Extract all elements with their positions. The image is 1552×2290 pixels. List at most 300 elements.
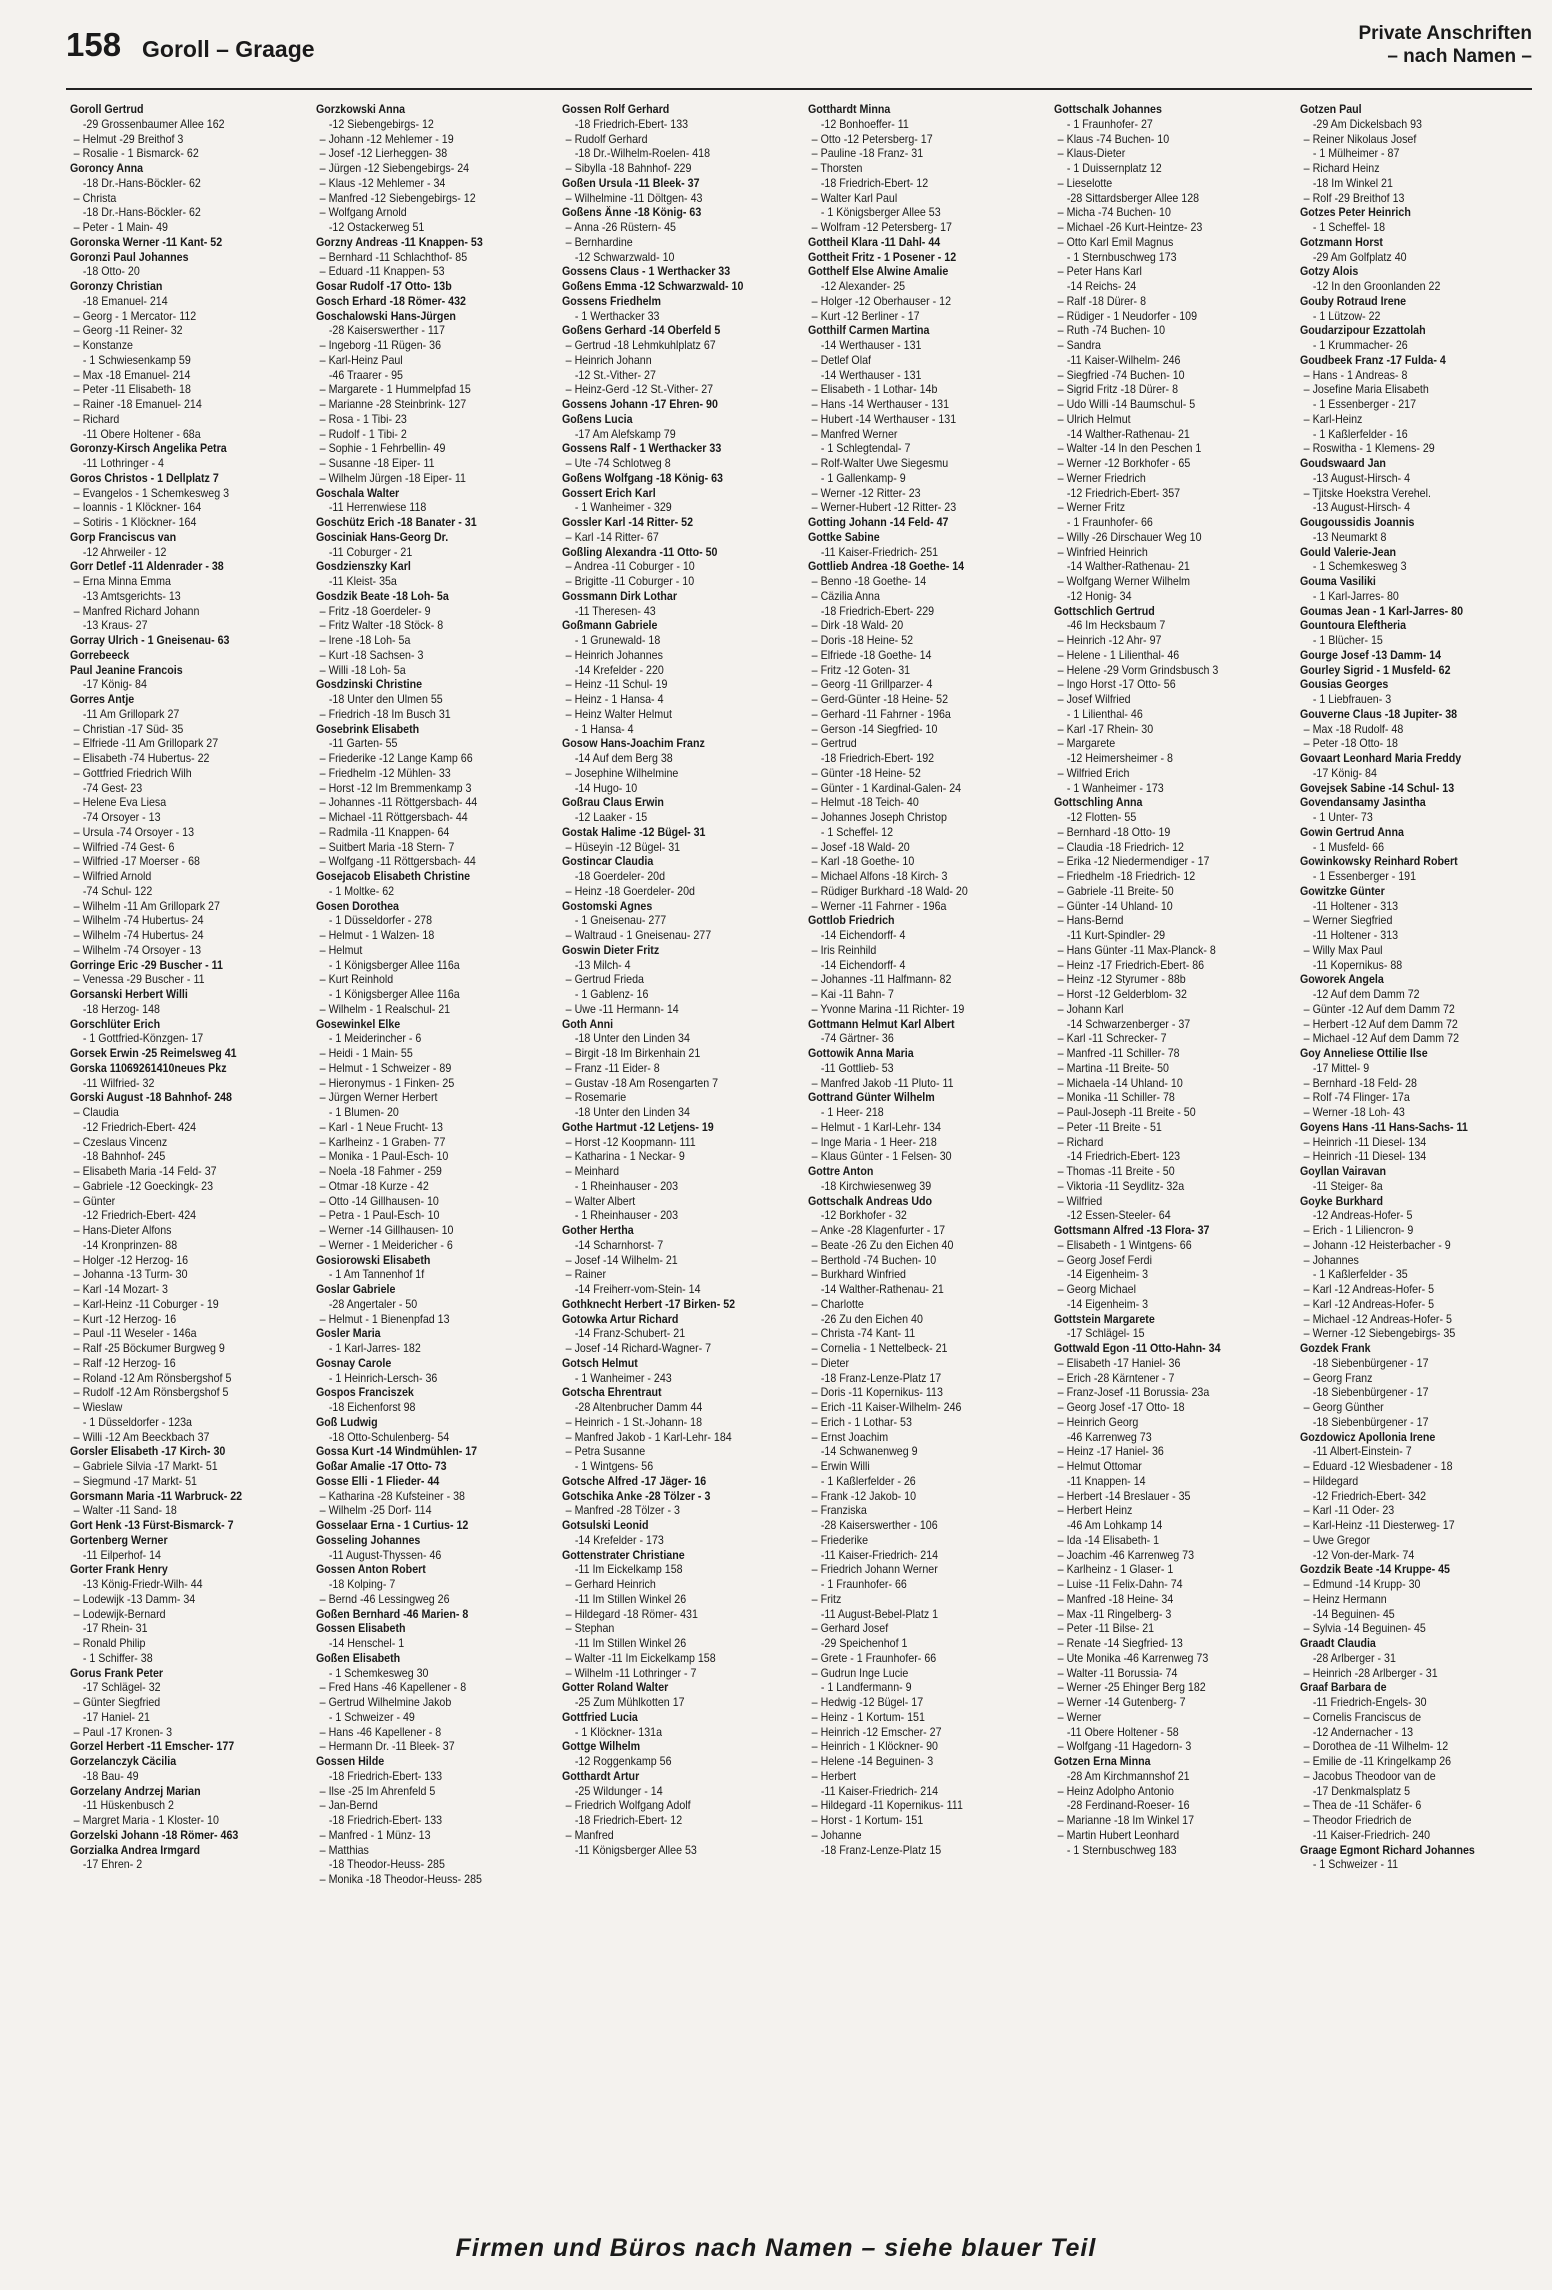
directory-entry: – Friedrich -18 Im Busch 31 — [319, 707, 451, 721]
directory-entry: Gorska 11069261410neues Pkz — [70, 1061, 227, 1075]
directory-entry: – Sibylla -18 Bahnhof- 229 — [565, 162, 692, 175]
directory-entry: - 1 Karl-Jarres- 80 — [1312, 589, 1399, 603]
directory-entry: – Elfriede -11 Am Grillopark 27 — [73, 737, 219, 751]
directory-entry: – Karl -12 Andreas-Hofer- 5 — [1303, 1297, 1435, 1311]
section-title-line2: – nach Namen – — [1387, 46, 1532, 67]
directory-entry: – Walter Karl Paul — [811, 191, 898, 205]
directory-entry: -18 Theodor-Heuss- 285 — [328, 1858, 445, 1872]
directory-entry: Gosch Erhard -18 Römer- 432 — [316, 294, 466, 308]
directory-entry: – Helmut Ottomar — [1057, 1460, 1142, 1473]
directory-entry: Gottke Sabine — [808, 530, 880, 544]
directory-entry: – Karl - 1 Neue Frucht- 13 — [319, 1120, 443, 1134]
directory-entry: -12 Auf dem Damm 72 — [1312, 988, 1420, 1001]
directory-entry: - 1 Scheffel- 18 — [1312, 221, 1386, 234]
directory-entry: – Detlef Olaf — [811, 353, 871, 367]
directory-entry: Gosnay Carole — [316, 1356, 392, 1370]
directory-entry: Gourley Sigrid - 1 Musfeld- 62 — [1300, 663, 1451, 677]
directory-entry: – Rüdiger - 1 Neudorfer - 109 — [1057, 309, 1198, 323]
directory-entry: Gorzialka Andrea Irmgard — [70, 1843, 201, 1857]
directory-entry: -74 Orsoyer - 13 — [82, 811, 161, 824]
directory-entry: - 1 Krummacher- 26 — [1312, 339, 1408, 352]
directory-entry: -17 Mittel- 9 — [1312, 1061, 1370, 1075]
directory-entry: – Fritz -12 Goten- 31 — [811, 663, 911, 677]
directory-entry: – Ute -74 Schlotweg 8 — [565, 457, 671, 470]
directory-entry: – Karl -12 Andreas-Hofer- 5 — [1303, 1283, 1435, 1296]
directory-entry: -46 Karrenweg 73 — [1066, 1430, 1152, 1444]
directory-entry: – Erna Minna Emma — [73, 575, 171, 588]
directory-entry: – Horst - 1 Kortum- 151 — [811, 1814, 924, 1827]
directory-entry: Gottwald Egon -11 Otto-Hahn- 34 — [1054, 1342, 1221, 1355]
directory-entry: – Klaus -12 Mehlemer - 34 — [319, 176, 446, 190]
directory-entry: – Helmut - 1 Bienenpfad 13 — [319, 1312, 450, 1326]
directory-list — [316, 103, 554, 1888]
directory-entry: Gossa Kurt -14 Windmühlen- 17 — [316, 1445, 478, 1459]
directory-entry: -28 Angertaler - 50 — [328, 1297, 418, 1311]
directory-entry: Goworek Angela — [1300, 973, 1384, 987]
directory-entry: -11 Im Stillen Winkel 26 — [574, 1592, 687, 1606]
directory-entry: – Udo Willi -14 Baumschul- 5 — [1057, 398, 1196, 411]
directory-entry: -18 Im Winkel 21 — [1312, 176, 1393, 190]
directory-entry: - 1 Königsberger Allee 116a — [328, 958, 460, 972]
directory-entry: -74 Gest- 23 — [82, 781, 143, 795]
directory-entry: -12 Alexander- 25 — [820, 280, 906, 293]
directory-entry: – Bernhard -18 Feld- 28 — [1303, 1076, 1417, 1090]
directory-entry: – Hans-Dieter Alfons — [73, 1224, 172, 1237]
directory-entry: Gosewinkel Elke — [316, 1017, 401, 1031]
page-header — [66, 22, 1532, 90]
directory-entry: Gowinkowsky Reinhard Robert — [1300, 855, 1458, 869]
directory-entry: - 1 Fraunhofer- 66 — [820, 1578, 907, 1591]
directory-entry: – Manfred Jakob -11 Pluto- 11 — [811, 1076, 954, 1090]
directory-entry: - 1 Grunewald- 18 — [574, 634, 661, 647]
directory-entry: – Jan-Bernd — [319, 1799, 378, 1813]
directory-entry: - 1 Gneisenau- 277 — [574, 914, 667, 928]
directory-entry: – Georg Michael — [1057, 1283, 1136, 1296]
directory-entry: – Ute Monika -46 Karrenweg 73 — [1057, 1651, 1209, 1665]
directory-entry: Gossler Karl -14 Ritter- 52 — [562, 516, 694, 529]
directory-entry: Gotzen Erna Minna — [1054, 1755, 1151, 1768]
directory-entry: – Werner -12 Ritter- 23 — [811, 486, 921, 500]
directory-entry: – Helmut -29 Breithof 3 — [73, 132, 184, 146]
directory-entry: – Gerhard Heinrich — [565, 1578, 656, 1591]
directory-entry: - 1 Essenberger - 217 — [1312, 398, 1417, 411]
directory-entry: – Gertrud Frieda — [565, 973, 644, 987]
directory-entry: Gottge Wilhelm — [562, 1740, 641, 1754]
directory-entry: – Karlheinz - 1 Graben- 77 — [319, 1135, 446, 1149]
directory-entry: -18 Friedrich-Ebert- 12 — [820, 176, 929, 190]
directory-entry: – Hildegard -18 Römer- 431 — [565, 1607, 698, 1621]
directory-entry: – Suitbert Maria -18 Stern- 7 — [319, 840, 455, 854]
directory-entry: - 1 Düsseldorfer - 123a — [82, 1415, 192, 1429]
directory-entry: - 1 Heinrich-Lersch- 36 — [328, 1371, 438, 1385]
directory-entry: – Johannes -11 Röttgersbach- 44 — [319, 796, 478, 810]
directory-entry: -18 Friedrich-Ebert- 133 — [574, 117, 689, 131]
directory-entry: – Josef Wilfried — [1057, 693, 1131, 706]
directory-entry: - 1 Mülheimer - 87 — [1312, 147, 1400, 161]
directory-entry: – Heinz - 1 Hansa- 4 — [565, 693, 664, 706]
directory-entry: – Rainer -18 Emanuel- 214 — [73, 398, 202, 411]
directory-entry: – Erich - 1 Lothar- 53 — [811, 1415, 912, 1429]
directory-entry: – Karl-Heinz — [1303, 412, 1363, 426]
directory-entry: Goß Ludwig — [316, 1415, 378, 1429]
directory-entry: -11 August-Bebel-Platz 1 — [820, 1607, 939, 1621]
directory-entry: -12 St.-Vither- 27 — [574, 368, 656, 382]
directory-entry: – Walter Albert — [565, 1194, 636, 1208]
directory-entry: – Emilie de -11 Kringelkamp 26 — [1303, 1755, 1452, 1768]
directory-entry: – Günter -12 Auf dem Damm 72 — [1303, 1002, 1455, 1016]
directory-entry: Goßens Lucia — [562, 412, 633, 426]
directory-entry: – Katharina -28 Kufsteiner - 38 — [319, 1489, 465, 1503]
directory-entry: -28 Arlberger - 31 — [1312, 1651, 1396, 1665]
directory-entry: Goumas Jean - 1 Karl-Jarres- 80 — [1300, 604, 1464, 618]
directory-entry: Goßar Amalie -17 Otto- 73 — [316, 1460, 447, 1473]
directory-entry: – Karlheinz - 1 Glaser- 1 — [1057, 1563, 1174, 1577]
directory-entry: – Heinrich -11 Diesel- 134 — [1303, 1135, 1427, 1149]
directory-entry: – Gertrud — [811, 737, 857, 751]
directory-entry: -13 Amtsgerichts- 13 — [82, 589, 181, 603]
directory-entry: Goyke Burkhard — [1300, 1194, 1383, 1208]
page-range-title: Goroll – Graage — [142, 36, 315, 62]
directory-entry: Gotzes Peter Heinrich — [1300, 206, 1411, 220]
directory-entry: Gozdzik Beate -14 Kruppe- 45 — [1300, 1563, 1450, 1577]
directory-entry: – Bernd -46 Lessingweg 26 — [319, 1592, 450, 1606]
directory-entry: – Heinz Adolpho Antonio — [1057, 1784, 1174, 1798]
directory-entry: Gosar Rudolf -17 Otto- 13b — [316, 280, 452, 293]
directory-entry: -12 Laaker - 15 — [574, 811, 648, 824]
directory-entry: -11 Kaiser-Friedrich- 214 — [820, 1784, 939, 1798]
directory-entry: – Herbert — [811, 1769, 857, 1783]
directory-entry: Gorzny Andreas -11 Knappen- 53 — [316, 235, 483, 249]
directory-entry: – Heinrich - 1 St.-Johann- 18 — [565, 1415, 703, 1429]
directory-entry: Goyens Hans -11 Hans-Sachs- 11 — [1300, 1120, 1468, 1134]
directory-entry: – Horst -12 Koopmann- 111 — [565, 1135, 696, 1149]
directory-entry: -11 Königsberger Allee 53 — [574, 1843, 697, 1857]
directory-entry: – Karl -17 Rhein- 30 — [1057, 722, 1154, 736]
directory-entry: Gossens Ralf - 1 Werthacker 33 — [562, 442, 722, 456]
directory-entry: -11 Kaiser-Friedrich- 240 — [1312, 1828, 1431, 1842]
directory-entry: – Roswitha - 1 Klemens- 29 — [1303, 442, 1435, 456]
directory-entry: – Johann -12 Heisterbacher - 9 — [1303, 1238, 1451, 1252]
directory-entry: - 1 Karl-Jarres- 182 — [328, 1342, 421, 1355]
directory-entry: -12 Ostackerweg 51 — [328, 221, 425, 234]
directory-entry: Gourge Josef -13 Damm- 14 — [1300, 648, 1442, 662]
directory-entry: – Horst -12 Im Bremmenkamp 3 — [319, 781, 472, 795]
directory-entry: -11 Am Grillopark 27 — [82, 707, 180, 721]
directory-entry: – Franz-Josef -11 Borussia- 23a — [1057, 1386, 1210, 1400]
directory-entry: Goudbeek Franz -17 Fulda- 4 — [1300, 353, 1446, 367]
directory-entry: – Heinrich -12 Ahr- 97 — [1057, 634, 1162, 647]
directory-entry: – Fritz Walter -18 Stöck- 8 — [319, 619, 444, 633]
directory-entry: Gossens Johann -17 Ehren- 90 — [562, 398, 718, 411]
directory-entry: Gotthardt Minna — [808, 103, 891, 116]
directory-entry: -12 Flotten- 55 — [1066, 811, 1137, 824]
directory-entry: Gotsch Helmut — [562, 1356, 638, 1370]
directory-entry: – Karl-Heinz -11 Diesterweg- 17 — [1303, 1519, 1455, 1532]
directory-entry: Gother Hertha — [562, 1224, 634, 1237]
directory-entry: - 1 Schlegtendal- 7 — [820, 442, 911, 456]
directory-entry: - 1 Scheffel- 12 — [820, 825, 894, 839]
directory-entry: - 1 Fraunhofer- 27 — [1066, 117, 1153, 131]
directory-entry: – Heidi - 1 Main- 55 — [319, 1047, 413, 1060]
directory-entry: - 1 Musfeld- 66 — [1312, 840, 1385, 854]
directory-entry: - 1 Gablenz- 16 — [574, 988, 649, 1001]
directory-entry: Gorsmann Maria -11 Warbruck- 22 — [70, 1489, 243, 1503]
directory-entry: - 1 Schwiesenkamp 59 — [82, 353, 191, 367]
directory-entry: - 1 Wanheimer - 329 — [574, 501, 672, 515]
directory-entry: Gosow Hans-Joachim Franz — [562, 737, 705, 751]
section-title-line1: Private Anschriften — [1358, 23, 1532, 44]
directory-entry: – Friederike — [811, 1533, 869, 1547]
directory-entry: -14 Kronprinzen- 88 — [82, 1238, 178, 1252]
directory-entry: – Wilhelmine -11 Döltgen- 43 — [565, 191, 703, 205]
directory-entry: Gorski August -18 Bahnhof- 248 — [70, 1091, 233, 1105]
directory-entry: – Helene - 1 Lilienthal- 46 — [1057, 648, 1180, 662]
directory-entry: – Johannes — [1303, 1253, 1359, 1267]
directory-entry: – Anna -26 Rüstern- 45 — [565, 221, 676, 234]
directory-entry: – Dieter — [811, 1356, 850, 1370]
directory-entry: -18 Franz-Lenze-Platz 15 — [820, 1843, 942, 1857]
directory-entry: – Heinz -17 Haniel- 36 — [1057, 1445, 1164, 1459]
directory-entry: Gortenberg Werner — [70, 1533, 168, 1547]
directory-entry: Goronzi Paul Johannes — [70, 250, 189, 264]
directory-entry: -28 Kaiserswerther - 117 — [328, 324, 445, 338]
directory-entry: – Wieslaw — [73, 1401, 123, 1414]
directory-entry: – Georg -11 Reiner- 32 — [73, 324, 183, 338]
directory-entry: -14 Krefelder - 173 — [574, 1533, 664, 1547]
directory-entry: -11 Lothringer - 4 — [82, 457, 164, 470]
directory-entry: – Doris -18 Heine- 52 — [811, 634, 914, 647]
directory-entry: Gosebrink Elisabeth — [316, 722, 420, 736]
directory-entry: – Holger -12 Herzog- 16 — [73, 1253, 189, 1267]
directory-entry: Gottfried Lucia — [562, 1710, 638, 1724]
directory-entry: -18 Unter den Ulmen 55 — [328, 693, 443, 706]
directory-entry: - 1 Essenberger - 191 — [1312, 870, 1417, 883]
directory-entry: Goßen Elisabeth — [316, 1651, 401, 1665]
directory-entry: -18 Otto-Schulenberg- 54 — [328, 1430, 450, 1444]
directory-entry: - 1 Kaßlerfelder - 26 — [820, 1474, 916, 1488]
directory-entry: -17 Schlägel- 15 — [1066, 1327, 1145, 1341]
directory-entry: – Lieselotte — [1057, 176, 1113, 190]
directory-entry: – Renate -14 Siegfried- 13 — [1057, 1637, 1183, 1650]
directory-entry: – Tjitske Hoekstra Verehel. — [1303, 486, 1431, 500]
directory-entry: Goudswaard Jan — [1300, 457, 1386, 470]
directory-entry: – Rolf -29 Breithof 13 — [1303, 191, 1405, 205]
directory-entry: – Margarete — [1057, 737, 1116, 751]
directory-entry: -18 Unter den Linden 34 — [574, 1032, 690, 1046]
directory-entry: Gosdzienszky Karl — [316, 560, 411, 574]
directory-entry: – Sophie - 1 Fehrbellin- 49 — [319, 442, 446, 456]
directory-entry: -11 Gottlieb- 53 — [820, 1061, 894, 1075]
directory-entry: Gottsmann Alfred -13 Flora- 37 — [1054, 1224, 1210, 1237]
directory-entry: -11 Kurt-Spindler- 29 — [1066, 929, 1166, 942]
directory-entry: - 1 Düsseldorfer - 278 — [328, 914, 433, 928]
directory-entry: – Gustav -18 Am Rosengarten 7 — [565, 1076, 719, 1090]
directory-entry: – Konstanze — [73, 339, 133, 352]
directory-entry: – Werner -14 Gutenberg- 7 — [1057, 1696, 1186, 1709]
directory-entry: – Margret Maria - 1 Kloster- 10 — [73, 1814, 219, 1827]
directory-entry: Gossens Claus - 1 Werthacker 33 — [562, 265, 731, 279]
directory-entry: – Willi -18 Loh- 5a — [319, 663, 406, 677]
directory-entry: -12 Honig- 34 — [1066, 589, 1132, 603]
directory-entry: – Georg Franz — [1303, 1371, 1373, 1385]
directory-entry: – Elisabeth Maria -14 Feld- 37 — [73, 1165, 217, 1178]
directory-column — [808, 103, 1046, 2213]
directory-columns — [70, 103, 1538, 2213]
directory-entry: – Heinz -12 Styrumer - 88b — [1057, 973, 1186, 987]
directory-entry: -12 Friedrich-Ebert- 424 — [82, 1120, 197, 1134]
directory-entry: – Uwe Gregor — [1303, 1533, 1371, 1547]
directory-entry: – Thea de -11 Schäfer- 6 — [1303, 1799, 1422, 1813]
directory-entry: Gossen Anton Robert — [316, 1563, 426, 1577]
directory-entry: -13 August-Hirsch- 4 — [1312, 471, 1411, 485]
directory-entry: Gotschika Anke -28 Tölzer - 3 — [562, 1489, 711, 1503]
directory-entry: – Cornelia - 1 Nettelbeck- 21 — [811, 1342, 948, 1355]
directory-entry: – Richard — [73, 412, 120, 426]
directory-entry: Govaart Leonhard Maria Freddy — [1300, 752, 1462, 765]
directory-entry: – Wilhelm -25 Dorf- 114 — [319, 1504, 432, 1518]
directory-entry: – Karl -11 Oder- 23 — [1303, 1504, 1395, 1518]
directory-entry: -12 Borkhofer - 32 — [820, 1209, 907, 1223]
directory-entry: Gostomski Agnes — [562, 899, 653, 913]
directory-entry: - 1 Moltke- 62 — [328, 884, 395, 898]
directory-entry: Gottre Anton — [808, 1165, 874, 1178]
directory-entry: – Heinrich - 1 Klöckner- 90 — [811, 1740, 938, 1754]
directory-entry: -11 Hüskenbusch 2 — [82, 1799, 175, 1813]
directory-entry: – Helmut - 1 Schweizer - 89 — [319, 1061, 452, 1075]
directory-entry: - 1 Schemkesweg 30 — [328, 1666, 429, 1680]
directory-entry: Gorzkowski Anna — [316, 103, 406, 116]
directory-entry: – Franz -11 Eider- 8 — [565, 1061, 660, 1075]
directory-entry: Gotthelf Else Alwine Amalie — [808, 265, 949, 279]
directory-entry: Goßens Wolfgang -18 König- 63 — [562, 471, 723, 485]
directory-entry: -18 Herzog- 148 — [82, 1002, 160, 1016]
directory-entry: – Elisabeth -74 Hubertus- 22 — [73, 752, 210, 765]
directory-entry: Gorringe Eric -29 Buscher - 11 — [70, 958, 223, 972]
directory-entry: -13 August-Hirsch- 4 — [1312, 501, 1411, 515]
directory-entry: -13 Kraus- 27 — [82, 619, 148, 633]
directory-entry: – Rolf-Walter Uwe Siegesmu — [811, 457, 949, 470]
directory-entry: – Roland -12 Am Rönsbergshof 5 — [73, 1371, 232, 1385]
directory-entry: – Frank -12 Jakob- 10 — [811, 1489, 917, 1503]
directory-entry: Goronzy-Kirsch Angelika Petra — [70, 442, 227, 456]
directory-entry: Goßrau Claus Erwin — [562, 796, 664, 810]
directory-column — [70, 103, 308, 2213]
directory-entry: Goy Anneliese Ottilie Ilse — [1300, 1047, 1428, 1060]
directory-entry: – Wilhelm -11 Am Grillopark 27 — [73, 899, 220, 913]
directory-entry: – Josephine Wilhelmine — [565, 766, 679, 780]
directory-entry: – Doris -11 Kopernikus- 113 — [811, 1386, 943, 1400]
directory-entry: Gouby Rotraud Irene — [1300, 294, 1407, 308]
directory-entry: -46 Traarer - 95 — [328, 368, 403, 382]
directory-entry: Gottschling Anna — [1054, 796, 1143, 810]
directory-entry: - 1 Kaßlerfelder - 16 — [1312, 427, 1408, 441]
directory-entry: – Wilhelm -74 Orsoyer - 13 — [73, 943, 202, 957]
directory-entry: Graadt Claudia — [1300, 1637, 1376, 1650]
directory-entry: -11 Obere Holtener - 68a — [82, 427, 201, 441]
directory-entry: – Benno -18 Goethe- 14 — [811, 575, 927, 588]
directory-entry: – Ingeborg -11 Rügen- 36 — [319, 339, 442, 352]
directory-entry: Goßen Ursula -11 Bleek- 37 — [562, 176, 700, 190]
directory-entry: – Manfred -18 Heine- 34 — [1057, 1592, 1174, 1606]
directory-entry: -12 In den Groonlanden 22 — [1312, 280, 1441, 293]
directory-entry: – Johannes Joseph Christop — [811, 811, 947, 824]
directory-entry: – Ilse -25 Im Ahrenfeld 5 — [319, 1784, 436, 1798]
directory-entry: -28 Kaiserswerther - 106 — [820, 1519, 938, 1532]
directory-entry: – Wilfried -74 Gest- 6 — [73, 840, 175, 854]
directory-entry: – Hüseyin -12 Bügel- 31 — [565, 840, 681, 854]
directory-entry: Gougoussidis Joannis — [1300, 516, 1415, 529]
directory-entry: – Wilhelm Jürgen -18 Eiper- 11 — [319, 471, 466, 485]
directory-entry: Gossen Rolf Gerhard — [562, 103, 670, 116]
directory-entry: – Inge Maria - 1 Heer- 218 — [811, 1135, 937, 1149]
directory-entry: -14 Eichendorff- 4 — [820, 958, 906, 972]
directory-entry: -14 Walther-Rathenau- 21 — [820, 1283, 944, 1296]
directory-entry: Gotter Roland Walter — [562, 1681, 669, 1695]
directory-entry: Gosler Maria — [316, 1327, 381, 1341]
directory-entry: – Richard — [1057, 1135, 1104, 1149]
directory-entry: Gotsche Alfred -17 Jäger- 16 — [562, 1474, 707, 1488]
directory-entry: Goßens Änne -18 König- 63 — [562, 206, 702, 220]
directory-entry: – Burkhard Winfried — [811, 1268, 906, 1282]
directory-entry: – Klaus Günter - 1 Felsen- 30 — [811, 1150, 952, 1164]
directory-entry: – Fritz — [811, 1592, 842, 1606]
directory-entry: – Hildegard -11 Kopernikus- 111 — [811, 1799, 963, 1813]
directory-entry: – Jürgen Werner Herbert — [319, 1091, 438, 1105]
directory-entry: Gotscha Ehrentraut — [562, 1386, 662, 1400]
directory-entry: – Lodewijk-Bernard — [73, 1607, 166, 1621]
directory-entry: – Charlotte — [811, 1297, 864, 1311]
directory-entry: Gorrebeeck — [70, 648, 130, 662]
directory-entry: Gorzel Herbert -11 Emscher- 177 — [70, 1740, 235, 1754]
directory-entry: – Werner — [1057, 1710, 1102, 1724]
directory-entry: Graage Egmont Richard Johannes — [1300, 1843, 1475, 1857]
directory-entry: Gothe Hartmut -12 Letjens- 19 — [562, 1120, 714, 1134]
directory-entry: Goroncy Anna — [70, 162, 144, 175]
directory-entry: - 1 Fraunhofer- 66 — [1066, 516, 1153, 529]
directory-entry: – Christa — [73, 191, 117, 205]
directory-entry: -18 Dr.-Wilhelm-Roelen- 418 — [574, 147, 711, 161]
directory-entry: Gotthilf Carmen Martina — [808, 324, 930, 338]
directory-entry: Gowitzke Günter — [1300, 884, 1385, 898]
directory-entry: – Claudia — [73, 1106, 119, 1119]
directory-entry: – Josef -18 Wald- 20 — [811, 840, 910, 854]
directory-entry: – Wilhelm -11 Lothringer - 7 — [565, 1666, 697, 1680]
directory-entry: – Michael -11 Röttgersbach- 44 — [319, 811, 468, 824]
directory-entry: – Dorothea de -11 Wilhelm- 12 — [1303, 1740, 1449, 1754]
directory-entry: Gorp Franciscus van — [70, 530, 177, 544]
directory-entry: – Erich -28 Kärntener - 7 — [1057, 1371, 1175, 1385]
directory-entry: -28 Ferdinand-Roeser- 16 — [1066, 1799, 1190, 1813]
directory-entry: - 1 Rheinhauser - 203 — [574, 1179, 679, 1193]
directory-entry: -29 Am Golfplatz 40 — [1312, 250, 1407, 264]
directory-entry: – Monika - 1 Paul-Esch- 10 — [319, 1150, 449, 1164]
directory-entry: – Günter -18 Heine- 52 — [811, 766, 921, 780]
directory-list — [1300, 103, 1538, 1873]
directory-entry: -46 Im Hecksbaum 7 — [1066, 619, 1166, 633]
directory-entry: – Friedrich Wolfgang Adolf — [565, 1799, 691, 1813]
directory-entry: -14 Freiherr-vom-Stein- 14 — [574, 1283, 701, 1296]
directory-entry: Goschütz Erich -18 Banater - 31 — [316, 516, 477, 529]
directory-entry: Gottheil Klara -11 Dahl- 44 — [808, 235, 941, 249]
directory-entry: - 1 Schemkesweg 3 — [1312, 560, 1407, 574]
directory-entry: Gorres Antje — [70, 693, 135, 706]
directory-entry: - 1 Sternbuschweg 183 — [1066, 1843, 1177, 1857]
directory-entry: – Sandra — [1057, 339, 1101, 352]
directory-entry: – Georg Josef Ferdi — [1057, 1253, 1152, 1267]
directory-entry: – Ronald Philip — [73, 1637, 146, 1650]
directory-entry: -11 Holtener - 313 — [1312, 929, 1399, 942]
directory-entry: – Kurt -12 Herzog- 16 — [73, 1312, 177, 1326]
